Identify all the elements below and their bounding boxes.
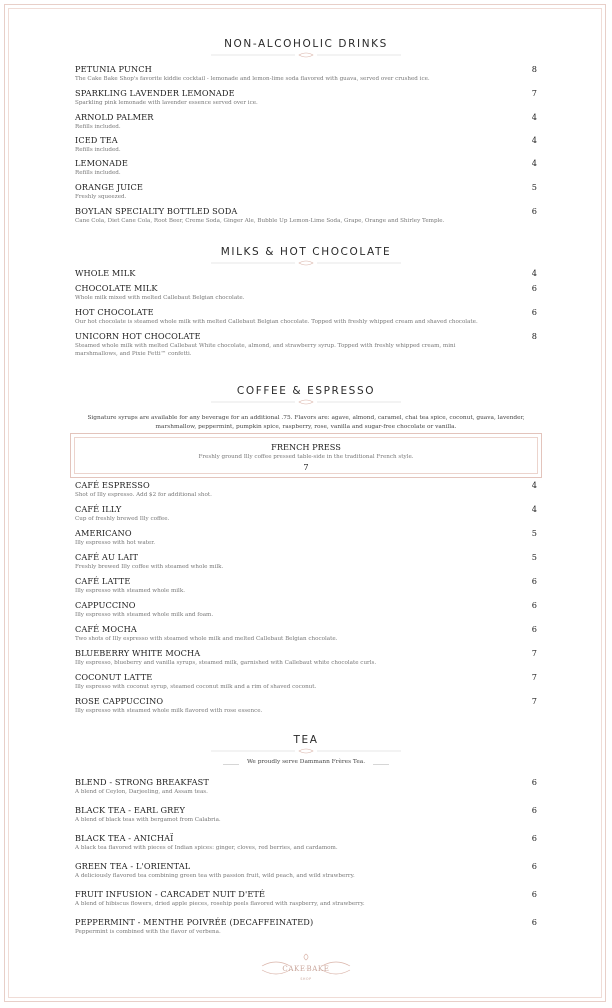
section-milks bbox=[75, 246, 537, 266]
item-price: 6 bbox=[531, 777, 537, 787]
menu-item bbox=[75, 805, 537, 824]
divider-ornament-icon bbox=[211, 748, 401, 754]
logo-word: BAKE bbox=[306, 965, 330, 973]
section-header bbox=[75, 385, 537, 405]
item-price: 4 bbox=[531, 158, 537, 168]
feature-name: FRENCH PRESS bbox=[271, 442, 341, 452]
item-price: 7 bbox=[531, 696, 537, 706]
item-desc: A blend of black teas with bergamot from Calabria. bbox=[75, 817, 221, 823]
menu-item bbox=[75, 528, 537, 547]
section-tea bbox=[75, 734, 537, 772]
item-desc: Sparkling pink lemonade with lavender essence served over ice. bbox=[75, 100, 258, 106]
item-name: BLACK TEA - ANICHAÏ bbox=[75, 833, 174, 843]
item-desc: Cup of freshly brewed Illy coffee. bbox=[75, 516, 170, 522]
item-price: 8 bbox=[531, 331, 537, 341]
section-header bbox=[75, 734, 537, 754]
item-name: ARNOLD PALMER bbox=[75, 112, 154, 122]
item-desc: Whole milk mixed with melted Callebaut Belgian chocolate. bbox=[75, 295, 245, 301]
item-desc: Illy espresso, blueberry and vanilla syrups, steamed milk, garnished with Callebaut white chocolate curls. bbox=[75, 660, 377, 666]
item-desc: Illy espresso with steamed whole milk. bbox=[75, 588, 185, 594]
menu-item bbox=[75, 917, 537, 936]
item-desc: Freshly squeezed. bbox=[75, 194, 127, 200]
item-name: CAFÉ LATTE bbox=[75, 576, 131, 586]
item-desc: A deliciously flavored tea combining green tea with passion fruit, wild peach, and wild strawberry. bbox=[75, 873, 355, 879]
item-price: 5 bbox=[531, 552, 537, 562]
section-non-alcoholic bbox=[75, 38, 537, 58]
item-price: 6 bbox=[531, 307, 537, 317]
feature-desc: Freshly ground Illy coffee pressed table-side in the traditional French style. bbox=[198, 454, 414, 460]
item-name: CAPPUCCINO bbox=[75, 600, 136, 610]
logo-word: CAKE bbox=[282, 965, 306, 973]
tea-note-row bbox=[75, 758, 537, 772]
divider-ornament-icon bbox=[211, 399, 401, 405]
item-desc: Illy espresso with steamed whole milk and foam. bbox=[75, 612, 214, 618]
item-name: SPARKLING LAVENDER LEMONADE bbox=[75, 88, 235, 98]
menu-item bbox=[75, 696, 537, 715]
menu-item bbox=[75, 552, 537, 571]
section-title: NON-ALCOHOLIC DRINKS bbox=[224, 38, 388, 50]
item-name: GREEN TEA - L'ORIENTAL bbox=[75, 861, 191, 871]
item-desc: Illy espresso with steamed whole milk flavored with rose essence. bbox=[75, 708, 263, 714]
item-desc: Shot of Illy espresso. Add $2 for additional shot. bbox=[75, 492, 212, 498]
menu-item bbox=[75, 331, 537, 358]
item-desc: Two shots of Illy espresso with steamed whole milk and melted Callebaut Belgian chocolate. bbox=[75, 636, 338, 642]
section-title: TEA bbox=[293, 734, 319, 746]
item-desc: Peppermint is combined with the flavor of verbena. bbox=[75, 929, 221, 935]
item-name: BLEND - STRONG BREAKFAST bbox=[75, 777, 209, 787]
item-desc: Our hot chocolate is steamed whole milk with melted Callebaut Belgian chocolate. Topped with freshly whipped cream and shaved chocolate. bbox=[75, 319, 478, 325]
menu-item bbox=[75, 480, 537, 499]
item-desc: A black tea flavored with pieces of Indian spices: ginger, cloves, red berries, and cardamom. bbox=[75, 845, 338, 851]
item-price: 6 bbox=[531, 917, 537, 927]
item-price: 4 bbox=[531, 268, 537, 278]
menu-item bbox=[75, 504, 537, 523]
menu-item bbox=[75, 600, 537, 619]
menu-item bbox=[75, 777, 537, 796]
french-press-inner bbox=[74, 437, 538, 474]
cake-bake-shop-logo-icon bbox=[256, 952, 356, 984]
item-desc: A blend of Ceylon, Darjeeling, and Assam teas. bbox=[75, 789, 208, 795]
syrup-note: Signature syrups are available for any beverage for an additional .75. Flavors are: agave, almond, caramel, chai tea spice, coconut, guava, lavender, marshmallow, peppermint, pumpkin spice, raspberry, rose, vanilla and sugar-free chocolate or vanilla. bbox=[87, 415, 525, 430]
french-press-box bbox=[70, 433, 542, 478]
item-desc: Refills included. bbox=[75, 147, 121, 153]
menu-item bbox=[75, 861, 537, 880]
item-name: BOYLAN SPECIALTY BOTTLED SODA bbox=[75, 206, 238, 216]
item-name: ICED TEA bbox=[75, 135, 118, 145]
item-name: BLACK TEA - EARL GREY bbox=[75, 805, 185, 815]
svg-text:·: · bbox=[305, 966, 307, 972]
section-header bbox=[75, 38, 537, 58]
item-desc: Freshly brewed Illy coffee with steamed whole milk. bbox=[75, 564, 224, 570]
item-name: LEMONADE bbox=[75, 158, 128, 168]
menu-item bbox=[75, 833, 537, 852]
menu-item bbox=[75, 283, 537, 302]
item-price: 4 bbox=[531, 480, 537, 490]
item-price: 7 bbox=[531, 648, 537, 658]
item-desc: Refills included. bbox=[75, 124, 121, 130]
menu-item bbox=[75, 135, 537, 154]
menu-item bbox=[75, 88, 537, 107]
section-coffee bbox=[75, 385, 537, 432]
item-price: 4 bbox=[531, 504, 537, 514]
logo-sub: SHOP bbox=[300, 977, 312, 981]
item-desc: The Cake Bake Shop's favorite kiddie cocktail - lemonade and lemon-lime soda flavored with guava, served over crushed ice. bbox=[75, 76, 430, 82]
item-price: 7 bbox=[531, 672, 537, 682]
item-desc: Illy espresso with coconut syrup, steamed coconut milk and a rim of shaved coconut. bbox=[75, 684, 317, 690]
item-price: 6 bbox=[531, 861, 537, 871]
item-name: CAFÉ ILLY bbox=[75, 504, 122, 514]
menu-item bbox=[75, 206, 537, 225]
item-name: COCONUT LATTE bbox=[75, 672, 153, 682]
menu-item bbox=[75, 182, 537, 201]
item-price: 5 bbox=[531, 528, 537, 538]
section-title: MILKS & HOT CHOCOLATE bbox=[220, 246, 392, 258]
item-name: CAFÉ ESPRESSO bbox=[75, 480, 150, 490]
item-price: 4 bbox=[531, 112, 537, 122]
menu-item bbox=[75, 112, 537, 131]
menu-item bbox=[75, 672, 537, 691]
item-price: 6 bbox=[531, 833, 537, 843]
item-name: WHOLE MILK bbox=[75, 268, 136, 278]
menu-item bbox=[75, 64, 537, 83]
tea-note: We proudly serve Dammann Frères Tea. bbox=[239, 759, 373, 765]
item-desc: Cane Cola, Diet Cane Cola, Root Beer, Creme Soda, Ginger Ale, Bubble Up Lemon-Lime Soda, Grape, Orange and Shirley Temple. bbox=[75, 218, 445, 224]
menu-item bbox=[75, 576, 537, 595]
item-price: 5 bbox=[531, 182, 537, 192]
item-desc: A blend of hibiscus flowers, dried apple pieces, rosehip peels flavored with raspberry, and strawberry. bbox=[75, 901, 365, 907]
item-desc: Steamed whole milk with melted Callebaut White chocolate, almond, and strawberry syrup. Topped with freshly whipped cream, mini marshmallows, and Pixie Fetti™ confetti. bbox=[75, 343, 456, 357]
divider-ornament-icon bbox=[211, 260, 401, 266]
item-price: 6 bbox=[531, 889, 537, 899]
menu-item bbox=[75, 889, 537, 908]
item-name: PEPPERMINT - MENTHE POIVRÉE (DECAFFEINATED) bbox=[75, 917, 314, 927]
feature-price: 7 bbox=[303, 462, 309, 472]
item-price: 6 bbox=[531, 283, 537, 293]
menu-item bbox=[75, 307, 537, 326]
item-name: FRUIT INFUSION - CARCADET NUIT D'ETÉ bbox=[75, 889, 266, 899]
item-name: ORANGE JUICE bbox=[75, 182, 143, 192]
item-name: CHOCOLATE MILK bbox=[75, 283, 158, 293]
item-name: HOT CHOCOLATE bbox=[75, 307, 154, 317]
divider-ornament-icon bbox=[211, 52, 401, 58]
menu-item bbox=[75, 624, 537, 643]
item-name: AMERICANO bbox=[75, 528, 132, 538]
item-name: PETUNIA PUNCH bbox=[75, 64, 152, 74]
item-price: 6 bbox=[531, 600, 537, 610]
item-price: 6 bbox=[531, 624, 537, 634]
item-price: 6 bbox=[531, 206, 537, 216]
menu-item bbox=[75, 268, 537, 278]
item-name: CAFÉ AU LAIT bbox=[75, 552, 139, 562]
section-title: COFFEE & ESPRESSO bbox=[236, 385, 376, 397]
item-name: CAFÉ MOCHA bbox=[75, 624, 137, 634]
item-name: UNICORN HOT CHOCOLATE bbox=[75, 331, 201, 341]
item-price: 4 bbox=[531, 135, 537, 145]
item-price: 7 bbox=[531, 88, 537, 98]
item-name: ROSE CAPPUCCINO bbox=[75, 696, 164, 706]
item-name: BLUEBERRY WHITE MOCHA bbox=[75, 648, 201, 658]
item-desc: Illy espresso with hot water. bbox=[75, 540, 156, 546]
item-desc: Refills included. bbox=[75, 170, 121, 176]
item-price: 8 bbox=[531, 64, 537, 74]
item-price: 6 bbox=[531, 576, 537, 586]
item-price: 6 bbox=[531, 805, 537, 815]
section-header bbox=[75, 246, 537, 266]
menu-item bbox=[75, 158, 537, 177]
menu-item bbox=[75, 648, 537, 667]
